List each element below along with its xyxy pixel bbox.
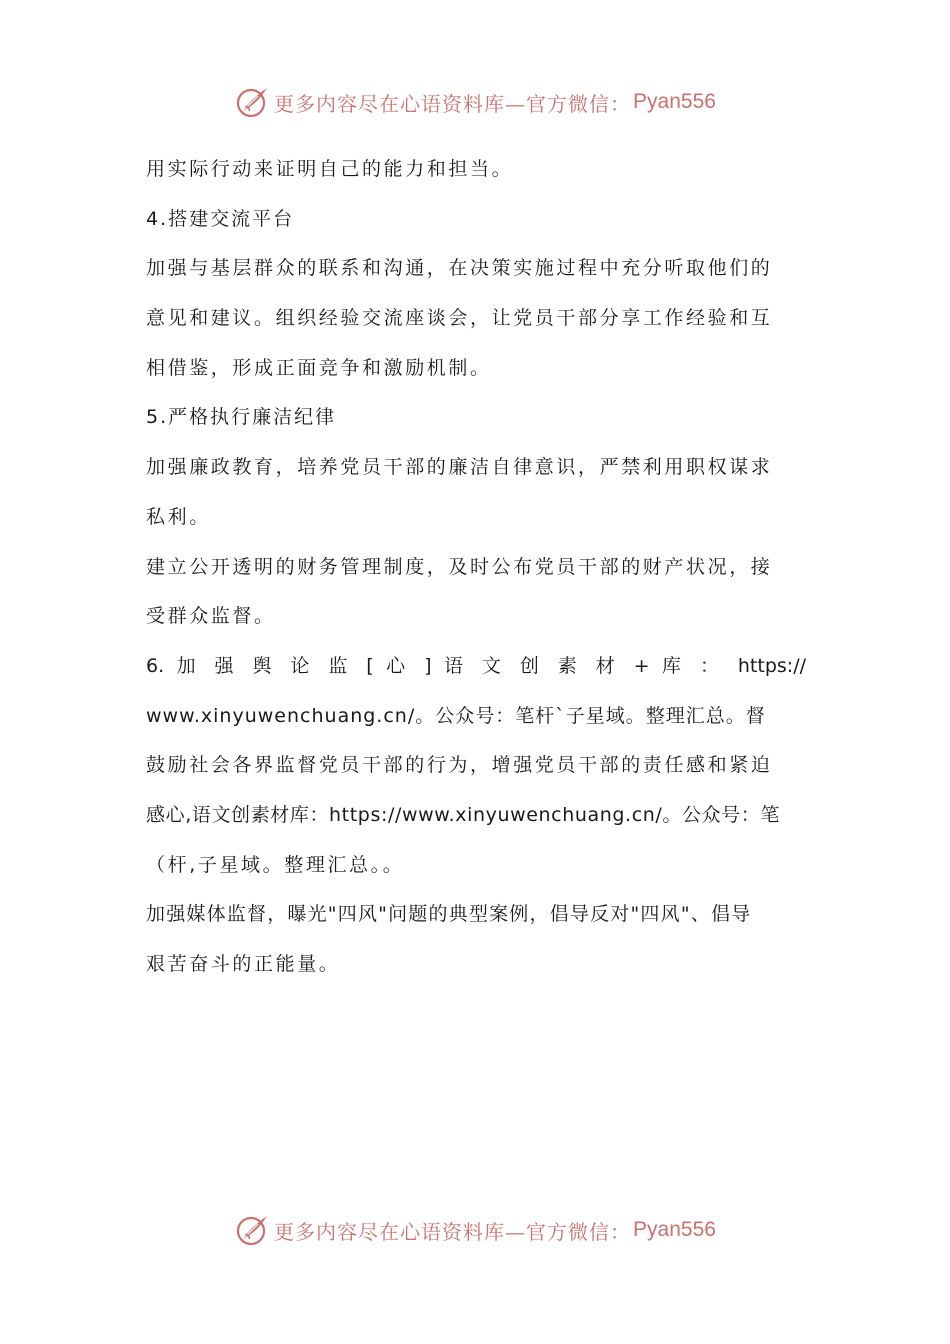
- paragraph-line: 加强廉政教育，培养党员干部的廉洁自律意识，严禁利用职权谋求: [146, 456, 773, 479]
- paragraph-line: 意见和建议。组织经验交流座谈会，让党员干部分享工作经验和互: [146, 307, 773, 330]
- paragraph-line: 感心,语文创素材库：https://www.xinyuwenchuang.cn/。公众号：笔: [146, 803, 780, 826]
- quill-logo-icon: [234, 1212, 270, 1248]
- section-heading-4: 4.搭建交流平台: [146, 207, 295, 230]
- section-heading-6: 6. 加 强 舆 论 监 [ 心 ] 语 文 创 素 材 + 库 ： https://: [146, 654, 806, 677]
- paragraph-line: 用实际行动来证明自己的能力和担当。: [146, 158, 514, 180]
- banner-text: 更多内容尽在心语资料库—官方微信：: [274, 1219, 632, 1244]
- paragraph-line: 相借鉴，形成正面竞争和激励机制。: [146, 356, 492, 379]
- paragraph-line: 受群众监督。: [146, 605, 276, 628]
- header-banner: [0, 80, 950, 124]
- quill-logo-icon: [234, 84, 270, 120]
- paragraph-line: 鼓励社会各界监督党员干部的行为，增强党员干部的责任感和紧迫: [146, 754, 773, 777]
- paragraph-line: 加强与基层群众的联系和沟通，在决策实施过程中充分听取他们的: [146, 257, 773, 280]
- paragraph-line: （杆,子星域。整理汇总。。: [146, 853, 405, 876]
- paragraph-line: 私利。: [146, 505, 211, 528]
- section-heading-5: 5.严格执行廉洁纪律: [146, 406, 337, 429]
- footer-banner: [0, 1208, 950, 1252]
- banner-wechat-id: Pyan556: [633, 90, 716, 113]
- paragraph-line: www.xinyuwenchuang.cn/。公众号：笔杆`子星域。整理汇总。督: [146, 704, 766, 727]
- paragraph-line: 建立公开透明的财务管理制度，及时公布党员干部的财产状况，接: [146, 555, 773, 578]
- paragraph-line: 加强媒体监督，曝光"四风"问题的典型案例，倡导反对"四风"、倡导: [146, 903, 752, 926]
- document-body: [146, 145, 806, 990]
- paragraph-line: 艰苦奋斗的正能量。: [146, 953, 341, 975]
- banner-text: 更多内容尽在心语资料库—官方微信：: [274, 91, 632, 116]
- banner-wechat-id: Pyan556: [633, 1218, 716, 1241]
